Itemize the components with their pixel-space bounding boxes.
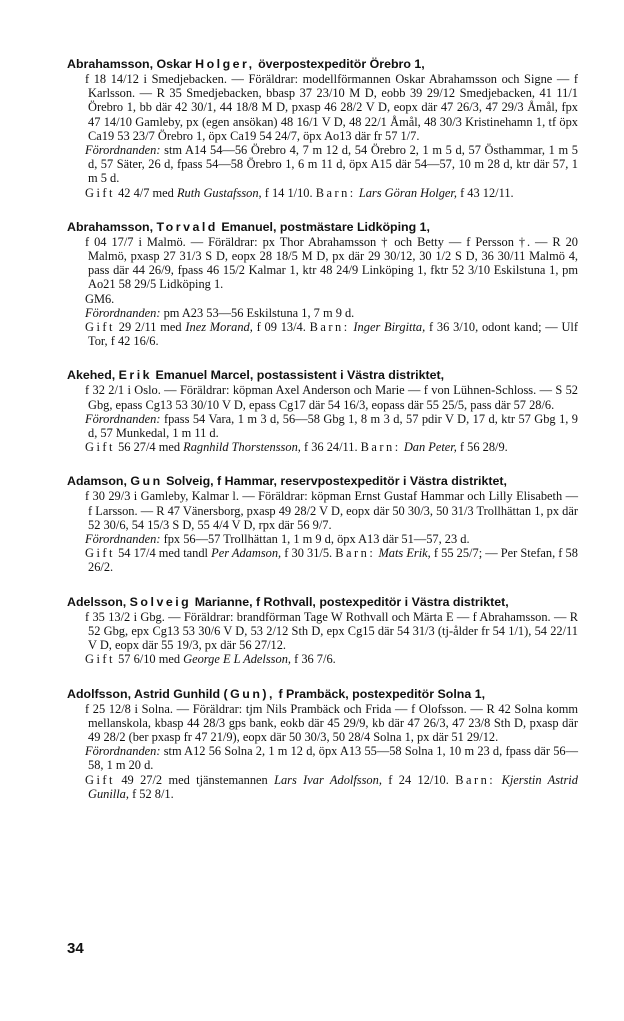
entry-adelsson-solveig [67,594,578,667]
entry-title: f Prambäck, postexpeditör Solna 1, [278,686,486,701]
entry-calling-name: Gun [130,474,163,489]
entry-surname: Adolfsson, [67,686,132,701]
entry-heading [67,474,578,489]
children-names: Mats Erik, [378,546,431,561]
children-names: Inger Birgitta, [353,320,426,335]
gift-label: Gift [85,772,115,787]
entry-bio: f 04 17/7 i Malmö. — Föräldrar: px Thor Abrahamsson † och Betty — f Persson †. — R 20 Malmö, pxasp 27 31/3 S D, eopx 28 18/5 M D, px där 29 30/12, 30 1/2 S D, 36 30/11 Malmö 4, pass där 44 26/9, fpass 46 15/2 Kalmar 1, ktr 48 24/9 Linköping 1, fktr 52 3/10 Eskilstuna 1, pm Ao21 58 29/5 Lidköping 1. [85,234,578,292]
entry-calling-name: Solveig [129,594,192,609]
entry-bio: f 25 12/8 i Solna. — Föräldrar: tjm Nils Prambäck och Frida — f Olofsson. — R 42 Solna komm mellanskola, kbasp 44 28/3 gps bank, eokb där 45 29/9, kb där 47 26/3, 47 23/8 Sth D, pxasp där 49 28/2 (ber pxasp fr 47 21/9), eopx där 50 30/3, 50 28/4 Solna 1, px där 51 29/12. [85,701,578,744]
gift-date: 57 6/10 med [118,652,181,667]
children-names: Kjerstin Astrid Gunilla, [88,772,578,801]
entry-body [70,383,578,454]
entry-title: Marianne, f Rothvall, postexpeditör i Västra distriktet, [194,594,509,609]
entry-bio: f 18 14/12 i Smedjebacken. — Föräldrar: modellförmannen Oskar Abrahamsson och Signe — f Karlsson. — R 35 Smedjebacken, bbasp 37 23/10 M D, eobb 39 29/12 Smedjebacken, 41 11/1 Örebro 1, bb där 42 30/1, 44 18/8 M D, pxasp 46 28/2 V D, eopx där 47 26/3, 47 29/3 Åmål, fpx 47 14/10 Gamleby, px (egen ansökan) 48 16/1 V D, 48 22/1 Åmål, 48 30/3 Kristinehamn 1, tf öpx Ca19 53 23/7 Örebro 1, öpx Ca19 54 24/7, öpx Ao13 där fr 57 1/7. [85,72,578,143]
children-names: Lars Göran Holger, [358,185,457,200]
entry-forordnanden: pm A23 53—56 Eskilstuna 1, 7 m 9 d. [163,305,355,320]
entry-surname: Adelsson, [67,594,127,609]
entry-body [70,610,578,667]
entry-bio: f 30 29/3 i Gamleby, Kalmar l. — Föräldrar: köpman Ernst Gustaf Hammar och Lilly Elisabeth — f Larsson. — R 47 Vänersborg, pxasp 49 28/2 V D, eopx där 50 30/3, 50 31/3 Trollhättan 1, px där 52 30/6, 54 15/3 S D, 55 4/4 V D, rpx där 56 9/7. [85,489,578,532]
barn-label: Barn: [360,440,401,455]
barn-label: Barn: [309,320,350,335]
entry-heading [67,368,578,383]
entry-heading [67,57,578,72]
entry-forordnanden: fpx 56—57 Trollhättan 1, 1 m 9 d, öpx A13 där 51—57, 23 d. [163,532,470,547]
entry-surname: Adamson, [67,474,127,489]
forordnanden-label: Förordnanden: [85,305,161,320]
gift-label: Gift [85,320,115,335]
entry-heading [67,687,578,702]
forordnanden-label: Förordnanden: [85,411,161,426]
spouse-born: f 30 31/5. [284,546,333,561]
spouse-name: Inez Morand, [185,320,253,335]
forordnanden-label: Förordnanden: [85,744,161,759]
spouse-name: Ruth Gustafsson, [176,185,262,200]
entry-adamson-gun [67,474,578,575]
entry-title: Solveig, f Hammar, reservpostexpeditör i Västra distriktet, [166,474,507,489]
children-born: f 43 12/11. [460,185,514,200]
entry-heading [67,595,578,610]
spouse-born: f 36 24/11. [303,440,358,455]
entry-forordnanden: fpass 54 Vara, 1 m 3 d, 56—58 Gbg 1, 8 m 3 d, 57 pdir V D, 17 d, ktr 57 Gbg 1, 9 d, 57 Munkedal, 1 m 11 d. [88,411,578,441]
spouse-name: George E L Adelsson, [183,652,291,667]
entry-title: Emanuel Marcel, postassistent i Västra distriktet, [155,368,445,383]
barn-label: Barn: [315,185,356,200]
entry-bio: f 32 2/1 i Oslo. — Föräldrar: köpman Axel Anderson och Marie — f von Lühnen-Schloss. — S 52 Gbg, epass Cg13 53 30/10 V D, epass Cg17 där 54 16/3, eopass där 55 25/5, pass där 57 28/6. [85,383,578,412]
gift-label: Gift [85,546,115,561]
entry-calling-name: Torvald [156,219,218,234]
entry-abrahamsson-torvald [67,219,578,349]
spouse-born: f 24 12/10. [388,772,449,787]
spouse-name: Ragnhild Thorstensson, [183,440,301,455]
entry-title: överpostexpeditör Örebro 1, [258,57,425,71]
children-born: f 56 28/9. [459,440,508,455]
spouse-born: f 09 13/4. [256,320,306,335]
gift-date: 29 2/11 med [118,320,182,335]
gift-date: 42 4/7 med [118,185,174,200]
entry-body [70,72,578,200]
entry-adolfsson-astrid [67,686,578,801]
spouse-name: Per Adamson, [211,546,282,561]
entry-calling-name: Holger, [195,57,255,71]
gift-date: 56 27/4 med [118,440,181,455]
entry-abrahamsson-oskar [67,57,578,200]
children-names: Dan Peter, [403,440,457,455]
gift-date: 49 27/2 med tjänstemannen [121,772,268,787]
entry-calling-name: Erik [118,368,153,383]
entry-heading [67,220,578,235]
entry-title: Emanuel, postmästare Lidköping 1, [221,219,430,234]
gift-label: Gift [85,440,115,455]
entry-surname: Akehed, [67,368,116,383]
children-born: f 52 8/1. [132,786,174,801]
gift-label: Gift [85,652,115,667]
entry-forordnanden: stm A14 54—56 Örebro 4, 7 m 12 d, 54 Örebro 2, 1 m 5 d, 57 Östhammar, 1 m 5 d, 57 Säter, 26 d, fpass 54—58 Örebro 1, 6 m 11 d, öpx A15 där 54—57, 10 m 28 d, ktr där 57, 1 m 5 d. [88,143,578,186]
forordnanden-label: Förordnanden: [85,532,161,547]
barn-label: Barn: [455,772,496,787]
spouse-born: f 14 1/10. [264,185,313,200]
entry-extra: GM6. [85,291,115,306]
gift-label: Gift [85,185,115,200]
spouse-born: f 36 7/6. [294,652,336,667]
children-born: f 36 3/10, odont kand; — Ulf Tor, f 42 16/6. [88,320,578,349]
entry-firstnames: Astrid Gunhild [134,686,221,701]
entry-body [70,235,578,349]
children-born: f 55 25/7; — Per Stefan, f 58 26/2. [88,546,578,575]
entry-bio: f 35 13/2 i Gbg. — Föräldrar: brandförman Tage W Rothvall och Märta E — f Abrahamsson. — R 52 Gbg, epx Cg13 53 30/6 V D, 53 2/12 Sth D, epx Cg15 där 54 31/3 (tj-ålder fr 54 1/1), 54 22/11 V D, eopx där 55 19/3, px där 56 27/12. [85,609,578,653]
entry-surname: Abrahamsson, [67,219,154,234]
barn-label: Barn: [335,546,376,561]
entry-akehed-erik [67,368,578,455]
page-number: 34 [67,940,84,957]
entry-body [70,489,578,574]
spouse-name: Lars Ivar Adolfsson, [274,772,382,787]
entry-forordnanden: stm A12 56 Solna 2, 1 m 12 d, öpx A13 55—58 Solna 1, 10 m 23 d, fpass där 56—58, 1 m 20 d. [88,744,578,773]
entry-surname: Abrahamsson, [67,57,154,71]
gift-date: 54 17/4 med tandl [118,546,208,561]
entry-calling-name: (Gun), [223,686,275,701]
forordnanden-label: Förordnanden: [85,143,161,158]
entry-body [70,702,578,801]
entry-firstnames: Oskar [156,57,192,71]
